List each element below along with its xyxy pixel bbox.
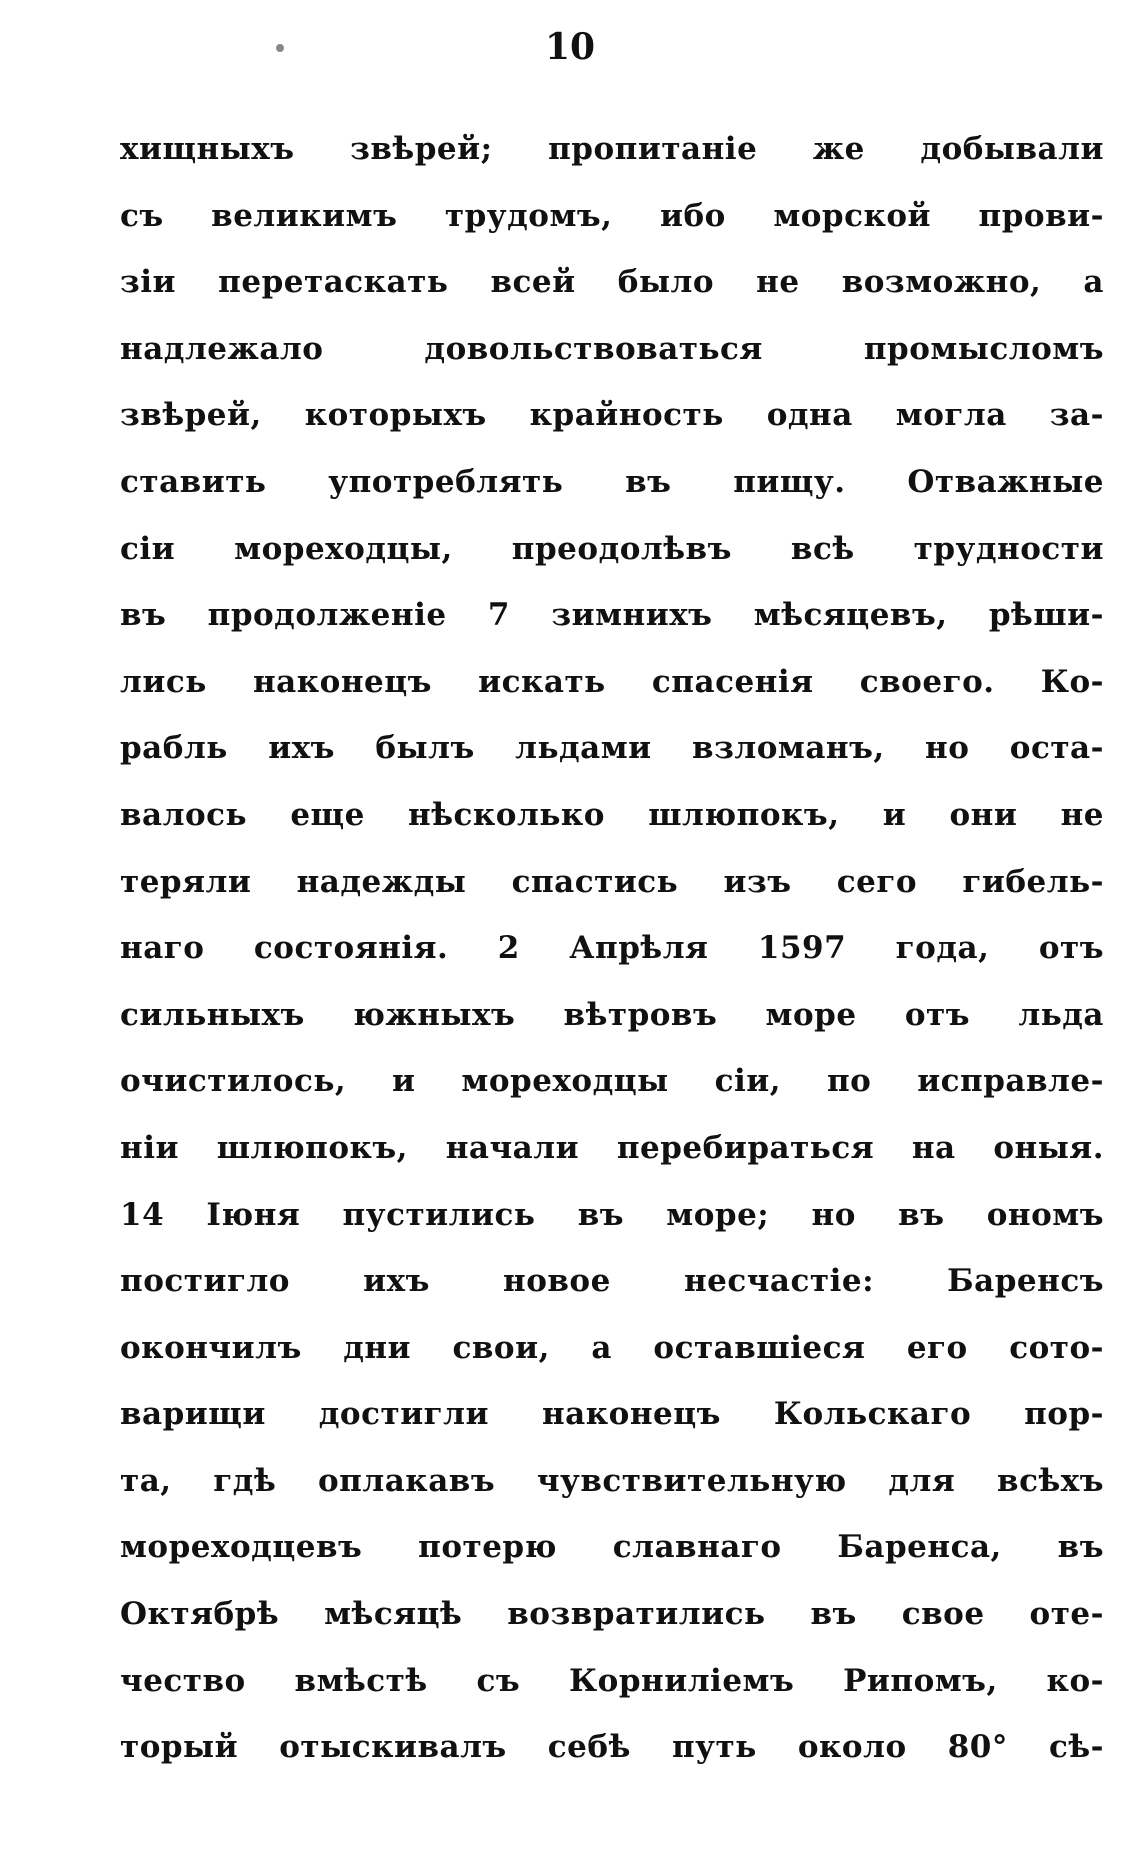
text-line: наго состоянiя. 2 Апрѣля 1597 года, отъ	[120, 930, 1104, 967]
text-line: сильныхъ южныхъ вѣтровъ море отъ льда	[120, 996, 1104, 1033]
text-line: торый отыскивалъ себѣ путь около 80° сѣ-	[120, 1729, 1104, 1766]
text-line: надлежало довольствоваться промысломъ	[120, 330, 1104, 367]
text-line: зiи перетаскать всей было не возможно, а	[120, 264, 1104, 301]
text-line: Октябрѣ мѣсяцѣ возвратились въ свое оте-	[120, 1596, 1104, 1633]
page-number: 10	[544, 26, 596, 68]
text-line: очистилось, и мореходцы сiи, по исправле-	[120, 1063, 1104, 1100]
text-line: варищи достигли наконецъ Кольскаго пор-	[120, 1396, 1104, 1433]
text-line: чество вмѣстѣ съ Корнилiемъ Рипомъ, ко-	[120, 1662, 1104, 1699]
body-text	[120, 116, 1104, 1781]
text-line: ставить употреблять въ пищу. Отважные	[120, 463, 1104, 500]
text-line: звѣрей, которыхъ крайность одна могла за-	[120, 397, 1104, 434]
text-line: теряли надежды спастись изъ сего гибель-	[120, 863, 1104, 900]
text-line: мореходцевъ потерю славнаго Баренса, въ	[120, 1529, 1104, 1566]
text-line: съ великимъ трудомъ, ибо морской прови-	[120, 197, 1104, 234]
text-line: въ продолженiе 7 зимнихъ мѣсяцевъ, рѣши-	[120, 597, 1104, 634]
text-line: сiи мореходцы, преодолѣвъ всѣ трудности	[120, 530, 1104, 567]
text-line: валось еще нѣсколько шлюпокъ, и они не	[120, 796, 1104, 833]
text-line: хищныхъ звѣрей; пропитанiе же добывали	[120, 131, 1104, 167]
text-line: постигло ихъ новое несчастiе: Баренсъ	[120, 1263, 1104, 1300]
text-line: окончилъ дни свои, а оставшiеся его сото-	[120, 1329, 1104, 1366]
text-line: лись наконецъ искать спасенiя своего. Ко-	[120, 663, 1104, 700]
text-line: рабль ихъ былъ льдами взломанъ, но оста-	[120, 730, 1104, 767]
text-line: 14 Iюня пустились въ море; но въ ономъ	[120, 1196, 1104, 1233]
text-line: нiи шлюпокъ, начали перебираться на оныя.	[120, 1129, 1104, 1166]
text-line: та, гдѣ оплакавъ чувствительную для всѣхъ	[120, 1462, 1104, 1499]
